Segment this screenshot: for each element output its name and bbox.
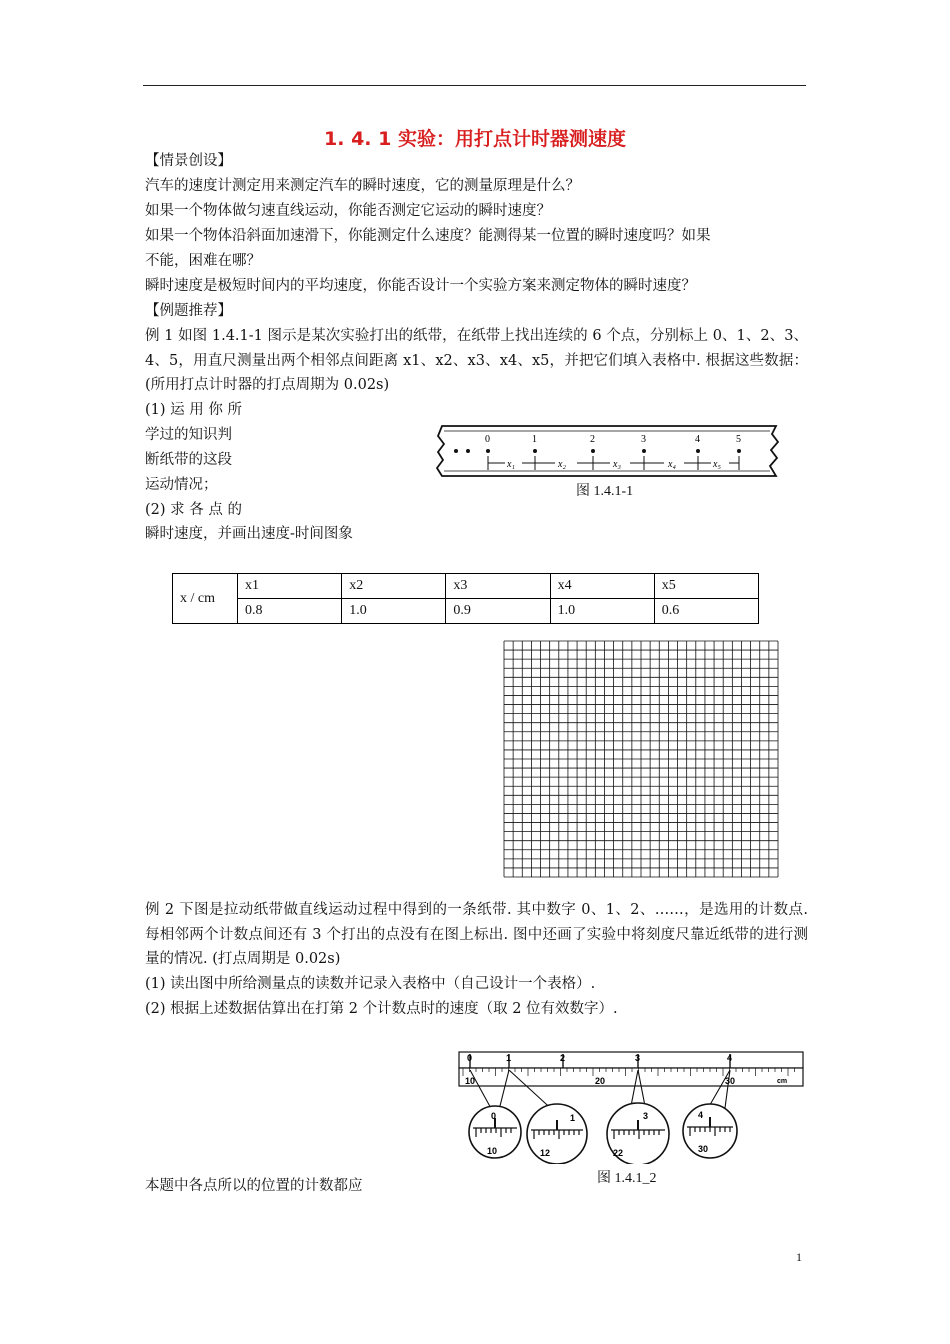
ruler-unit-label: cm [777,1078,788,1085]
tape-point-label: 3 [641,434,646,445]
paper-tape-figure [432,420,782,484]
tape-segment-label: x₃ [613,459,621,470]
ruler-measurement-figure [455,1048,807,1164]
zoom-reading-label: 12 [540,1148,551,1158]
zoom-point-label: 1 [570,1113,576,1123]
tape-point-3 [642,449,646,453]
tape-segment-label: x₅ [713,459,721,470]
tape-segment-label: x₄ [668,459,676,470]
example2-answer-lead: 本题中各点所以的位置的计数都应 [145,1178,363,1194]
tape-segment-label: x₂ [558,459,566,470]
zoom-circles [469,1103,737,1164]
table-value-cell: 0.6 [654,599,758,624]
table-header-cell: x1 [238,574,342,599]
figure-caption: 图 1.4.1_2 [597,1171,657,1186]
zoom-reading-label: 22 [613,1148,624,1158]
example1-intro: 例 1 如图 1.4.1-1 图示是某次实验打出的纸带，在纸带上找出连续的 6 个点，分别标上 0、1、2、3、4、5，用直尺测量出两个相邻点间距离 x1、x2、x3、x4、x5，并把它们填入表格中. 根据这些数据：(所用打点计时器的打点周期为 0.02s) [145,328,808,394]
scene-line: 汽车的速度计测定用来测定汽车的瞬时速度，它的测量原理是什么？ [145,178,580,194]
example1-question-line: (1) 运 用 你 所 [145,402,242,418]
tape-point-1 [533,449,537,453]
table-row-header: x / cm [173,574,238,624]
graph-paper-grid [503,640,779,878]
example1-data-table [172,573,759,624]
example1-question-line: 瞬时速度，并画出速度-时间图象 [145,526,353,542]
tape-point-label: 1 [532,434,537,445]
example1-question-line: (2) 求 各 点 的 [145,502,242,518]
tape-dot [454,449,458,453]
section-heading-examples: 【例题推荐】 [145,303,232,319]
table-header-cell: x4 [550,574,654,599]
ruler-body [459,1068,803,1086]
tape-point-label: 4 [695,434,700,445]
tape-point-label: 0 [485,434,490,445]
table-value-cell: 1.0 [342,599,446,624]
example1-question-line: 断纸带的这段 [145,452,232,468]
example2-question: (2) 根据上述数据估算出在打第 2 个计数点时的速度（取 2 位有效数字）. [145,1001,618,1017]
tape-point-label: 2 [590,434,595,445]
zoom-circle [527,1104,587,1164]
table-header-cell: x2 [342,574,446,599]
zoom-point-label: 4 [698,1110,704,1120]
ruler-point-label: 3 [635,1053,641,1063]
zoom-reading-label: 30 [698,1144,709,1154]
example2-question: (1) 读出图中所给测量点的读数并记录入表格中（自己设计一个表格）. [145,976,596,992]
table-value-cell: 0.9 [446,599,550,624]
tape-point-5 [737,449,741,453]
example1-question-line: 运动情况； [145,477,218,493]
scene-line: 瞬时速度是极短时间内的平均速度，你能否设计一个实验方案来测定物体的瞬时速度？ [145,278,696,294]
example2-intro: 例 2 下图是拉动纸带做直线运动过程中得到的一条纸带. 其中数字 0、1、2、……，是选用的计数点. 每相邻两个计数点间还有 3 个打出的点没有在图上标出. 图中还画了实验中将刻度尺靠近纸带的进行测量的情况. (打点周期是 0.02s) [145,902,808,968]
scene-line: 不能，困难在哪？ [145,253,261,269]
tape-segment-label: x₁ [507,459,515,470]
zoom-reading-label: 10 [487,1146,498,1156]
table-value-cell: 1.0 [550,599,654,624]
table-value-cell: 0.8 [238,599,342,624]
ruler-point-label: 1 [506,1053,512,1063]
section-heading-scene: 【情景创设】 [145,153,232,169]
tape-point-0 [486,449,490,453]
tape-point-label: 5 [736,434,741,445]
table-header-cell: x5 [654,574,758,599]
figure-caption: 图 1.4.1-1 [576,484,634,499]
example1-question-line: 学过的知识判 [145,427,232,443]
tape-dot [466,449,470,453]
ruler-point-label: 0 [467,1053,473,1063]
page-title: 1. 4. 1 实验：用打点计时器测速度 [324,128,626,150]
tape-point-2 [591,449,595,453]
zoom-point-label: 0 [491,1111,497,1121]
ruler-point-label: 4 [727,1053,733,1063]
scene-line: 如果一个物体做匀速直线运动，你能否测定它运动的瞬时速度？ [145,203,551,219]
ruler-point-label: 2 [560,1053,566,1063]
ruler-scale-label: 10 [465,1076,476,1086]
ruler-scale-label: 20 [595,1076,606,1086]
zoom-point-label: 3 [643,1111,649,1121]
table-header-cell: x3 [446,574,550,599]
tape-point-4 [696,449,700,453]
scene-line: 如果一个物体沿斜面加速滑下，你能测定什么速度？能测得某一位置的瞬时速度吗？如果 [145,228,711,244]
header-rule [143,85,806,86]
ruler-scale-label: 30 [725,1076,736,1086]
page-number: 1 [796,1250,802,1264]
